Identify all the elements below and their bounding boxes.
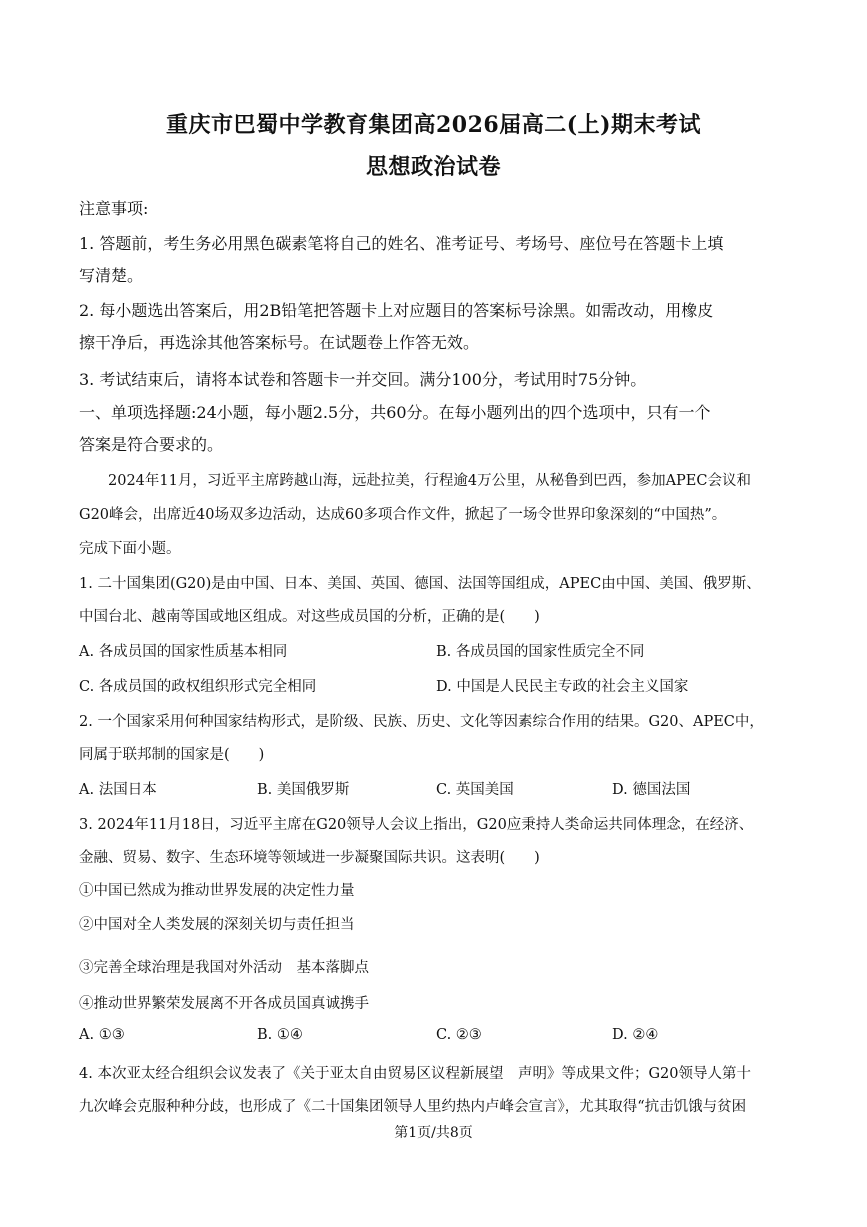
option-c: C. ②③: [436, 1027, 482, 1043]
option-a: A. 法国日本: [79, 782, 157, 798]
notice-heading: 注意事项:: [79, 199, 149, 218]
option-c: C. 英国美国: [436, 782, 514, 798]
intro-paragraph: 完成下面小题。: [79, 541, 181, 557]
exam-title: 重庆市巴蜀中学教育集团高2026届高二(上)期末考试: [165, 112, 702, 138]
notice-line: 写清楚。: [79, 266, 144, 285]
intro-paragraph: G20峰会，出席近40场双多边活动，达成60多项合作文件，掀起了一场令世界印象深刻的“中国热”。: [79, 507, 727, 523]
question-2: 同属于联邦制的国家是( ): [79, 747, 265, 763]
section-heading: 一、单项选择题:24小题，每小题2.5分，共60分。在每小题列出的四个选项中，只有一个: [79, 403, 711, 422]
option-d: D. 德国法国: [612, 782, 691, 798]
option-d: D. 中国是人民民主专政的社会主义国家: [436, 679, 689, 695]
notice-line: 3. 考试结束后，请将本试卷和答题卡一并交回。满分100分，考试用时75分钟。: [79, 370, 647, 389]
notice-line: 1. 答题前，考生务必用黑色碳素笔将自己的姓名、准考证号、考场号、座位号在答题卡上填: [79, 234, 724, 253]
option-b: B. 各成员国的国家性质完全不同: [436, 644, 645, 660]
statement-item: ④推动世界繁荣发展离不开各成员国真诚携手: [79, 996, 369, 1012]
notice-line: 擦干净后，再选涂其他答案标号。在试题卷上作答无效。: [79, 333, 480, 352]
option-c: C. 各成员国的政权组织形式完全相同: [79, 679, 317, 695]
statement-item: ③完善全球治理是我国对外活动 基本落脚点: [79, 960, 369, 976]
question-3: 3. 2024年11月18日，习近平主席在G20领导人会议上指出，G20应秉持人类命运共同体理念，在经济、: [79, 817, 754, 833]
statement-item: ②中国对全人类发展的深刻关切与责任担当: [79, 917, 355, 933]
section-heading: 答案是符合要求的。: [79, 435, 224, 454]
option-a: A. 各成员国的国家性质基本相同: [79, 644, 288, 660]
option-a: A. ①③: [79, 1027, 125, 1043]
option-b: B. 美国俄罗斯: [257, 782, 350, 798]
option-b: B. ①④: [257, 1027, 303, 1043]
notice-line: 2. 每小题选出答案后，用2B铅笔把答题卡上对应题目的答案标号涂黑。如需改动，用橡皮: [79, 301, 714, 320]
statement-item: ①中国已然成为推动世界发展的决定性力量: [79, 883, 355, 899]
exam-subtitle: 思想政治试卷: [365, 154, 501, 180]
intro-paragraph: 2024年11月，习近平主席跨越山海，远赴拉美，行程逾4万公里，从秘鲁到巴西，参加APEC会议和: [79, 473, 751, 489]
question-3: 金融、贸易、数字、生态环境等领域进一步凝聚国际共识。这表明( ): [79, 850, 540, 866]
page-number: 第1页/共8页: [394, 1125, 473, 1141]
option-d: D. ②④: [612, 1027, 659, 1043]
question-1: 1. 二十国集团(G20)是由中国、日本、美国、英国、德国、法国等国组成，APEC由中国、美国、俄罗斯、: [79, 576, 761, 592]
question-4: 4. 本次亚太经合组织会议发表了《关于亚太自由贸易区议程新展望 声明》等成果文件；G20领导人第十: [79, 1066, 751, 1082]
question-4: 九次峰会克服种种分歧，也形成了《二十国集团领导人里约热内卢峰会宣言》，尤其取得“抗击饥饿与贫困: [79, 1099, 747, 1115]
question-1: 中国台北、越南等国或地区组成。对这些成员国的分析，正确的是( ): [79, 609, 540, 625]
question-2: 2. 一个国家采用何种国家结构形式，是阶级、民族、历史、文化等因素综合作用的结果。G20、APEC中，: [79, 714, 764, 730]
